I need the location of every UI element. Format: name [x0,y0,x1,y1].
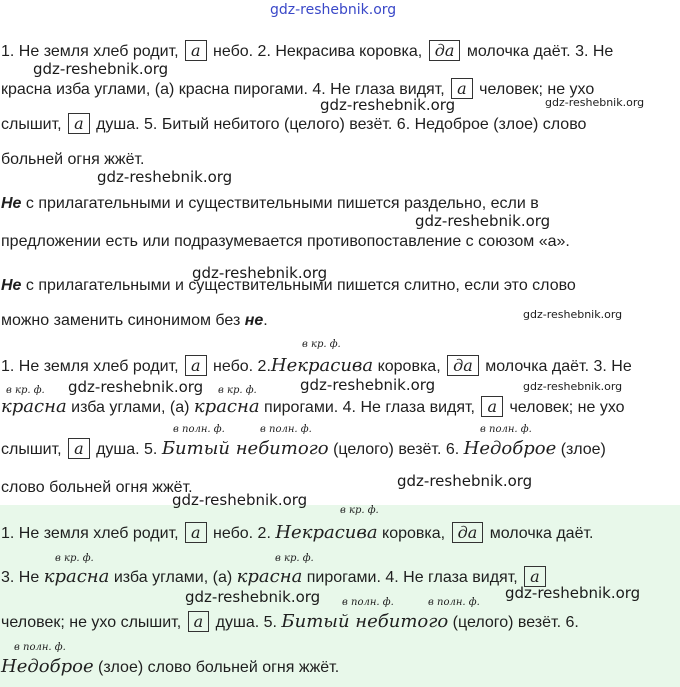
watermark: gdz-reshebnik.org [523,308,623,321]
watermark: gdz-reshebnik.org [505,584,641,602]
watermark: gdz-reshebnik.org [545,96,645,109]
watermark: gdz-reshebnik.org [192,264,328,282]
watermark-top: gdz-reshebnik.org [270,2,397,18]
watermark: gdz-reshebnik.org [300,376,436,394]
task3-line4: Недоброе (злое) слово больней огня жжёт. [1,656,340,677]
task1-line1: 1. Не земля хлеб родит, а небо. 2. Некрасива коровка, да молочка даёт. 3. Не [1,41,614,60]
task1-line2: красна изба углами, (а) красна пирогами. 4. Не глаза видят, а человек; не ухо [1,79,595,98]
task2-line3: слышит, а душа. 5. Битый небитого (целого) везёт. 6. Недоброе (злое) [1,438,606,459]
task3-line1: 1. Не земля хлеб родит, а небо. 2. Некрасива коровка, да молочка даёт. [1,522,594,543]
task1-line3: слышит, а душа. 5. Битый небитого (целого) везёт. 6. Недоброе (злое) слово [1,114,587,133]
watermark: gdz-reshebnik.org [172,491,308,509]
watermark: gdz-reshebnik.org [97,168,233,186]
watermark: gdz-reshebnik.org [415,212,551,230]
task3-line3: человек; не ухо слышит, а душа. 5. Битый небитого (целого) везёт. 6. [1,611,579,632]
watermark: gdz-reshebnik.org [33,60,169,78]
rule1-line1: Не с прилагательными и существительными пишется раздельно, если в [1,195,539,212]
rule2-line2: можно заменить синонимом без не. [1,312,268,329]
task1-line4: больней огня жжёт. [1,151,145,168]
task2-line2: красна изба углами, (а) красна пирогами. 4. Не глаза видят, а человек; не ухо [1,396,625,417]
watermark: gdz-reshebnik.org [320,96,456,114]
rule1-line2: предложении есть или подразумевается противопоставление с союзом «а». [1,233,570,250]
watermark: gdz-reshebnik.org [185,588,321,606]
task2-line4: слово больней огня жжёт. [1,479,193,496]
task3-line2: 3. Не красна изба углами, (а) красна пирогами. 4. Не глаза видят, а [1,566,548,588]
task2-line1: 1. Не земля хлеб родит, а небо. 2.Некрасива коровка, да молочка даёт. 3. Не [1,355,632,376]
watermark: gdz-reshebnik.org [523,380,623,393]
watermark: gdz-reshebnik.org [68,378,204,396]
rule2-line1: Не с прилагательными и существительными пишется слитно, если это слово [1,277,576,294]
watermark: gdz-reshebnik.org [397,472,533,490]
